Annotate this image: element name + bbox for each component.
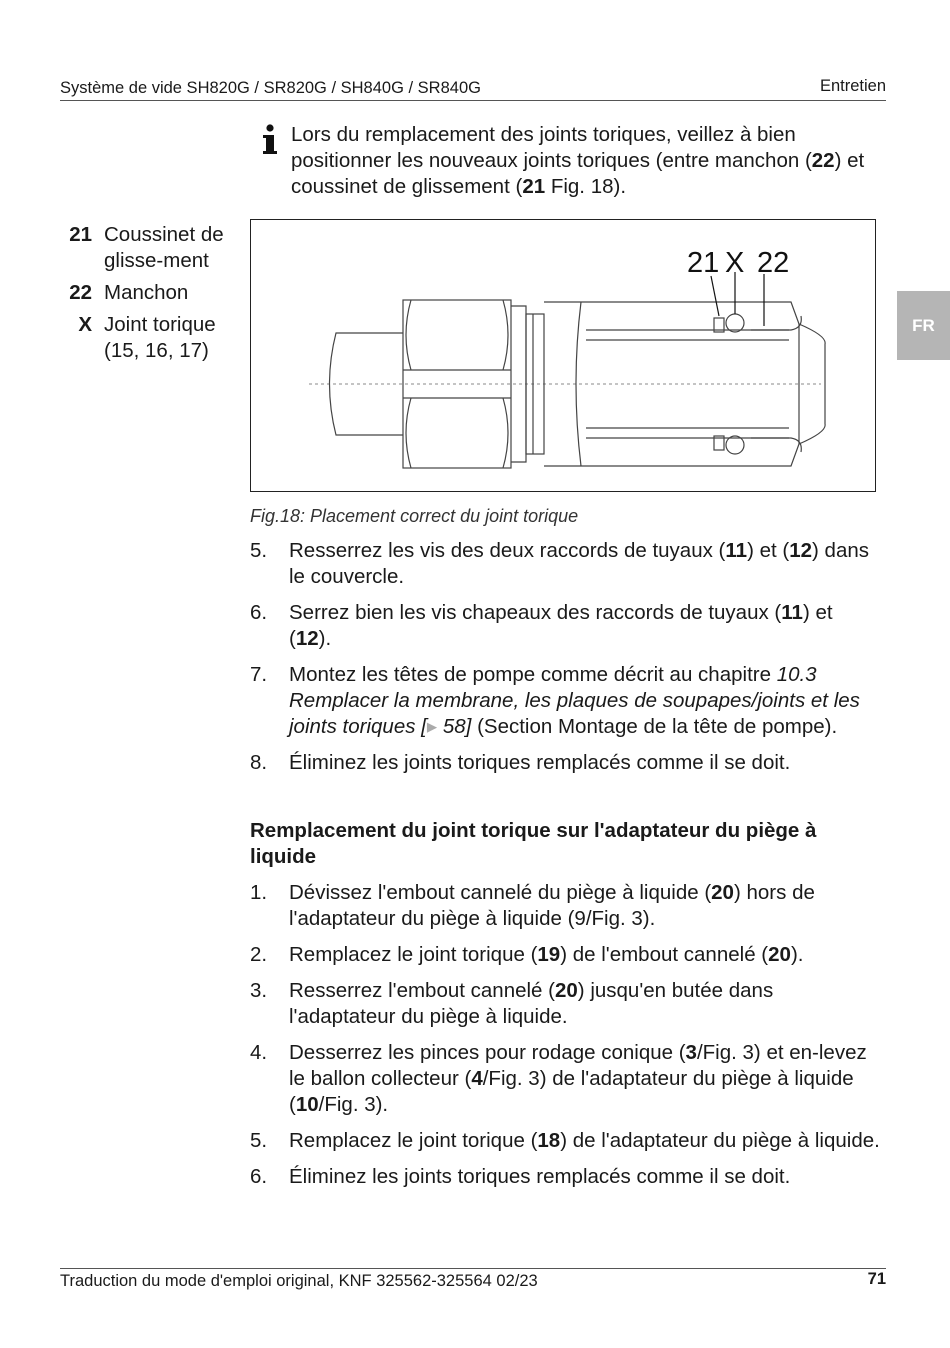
header-title: Système de vide SH820G / SR820G / SH840G / SR840G [60,79,481,97]
legend-text: Joint torique (15, 16, 17) [104,313,216,362]
list-item: 5. Remplacez le joint torique (18) de l'adaptateur du piège à liquide. [250,1129,880,1152]
page-number: 71 [867,1270,886,1288]
list-item: 6. Serrez bien les vis chapeaux des raccords de tuyaux (11) et (12). [250,601,833,650]
steps-list-b [250,880,880,1200]
label-x: X [725,247,745,279]
legend-key: 21 [69,223,92,246]
label-22: 22 [757,247,790,279]
header-rule [60,100,886,101]
list-item: 5. Resserrez les vis des deux raccords de tuyaux (11) et (12) dans le couvercle. [250,539,870,588]
list-item: 2. Remplacez le joint torique (19) de l'embout cannelé (20). [250,943,804,966]
figure-legend [60,222,240,370]
legend-key: 22 [69,281,92,304]
language-tab: FR [897,291,950,360]
header-section: Entretien [819,77,886,95]
footer-text: Traduction du mode d'emploi original, KNF 325562-325564 02/23 [60,1272,538,1290]
info-note: Lors du remplacement des joints toriques, veillez à bien positionner les nouveaux joints toriques (entre manchon (22) et coussinet de glissement (21 Fig. 18). [291,123,865,198]
legend-key: X [78,313,92,336]
figure-18 [250,219,876,492]
list-item: 3. Resserrez l'embout cannelé (20) jusqu'en butée dans l'adaptateur du piège à liquide. [250,979,774,1028]
info-icon [262,124,278,161]
section-heading: Remplacement du joint torique sur l'adaptateur du piège à liquide [250,819,817,868]
list-item: 8. Éliminez les joints toriques remplacés comme il se doit. [250,751,791,774]
list-item: 4. Desserrez les pinces pour rodage conique (3/Fig. 3) et en-levez le ballon collecteur (4/Fig. 3) de l'adaptateur du piège à liquide (10/Fig. 3). [250,1041,867,1116]
list-item: 6. Éliminez les joints toriques remplacés comme il se doit. [250,1165,791,1188]
legend-item [60,280,240,306]
list-item: 1. Dévissez l'embout cannelé du piège à liquide (20) hors de l'adaptateur du piège à liquide (9/Fig. 3). [250,881,815,930]
legend-text: Manchon [104,281,189,304]
chapter-reference-link[interactable]: 10.3 Remplacer la membrane, les plaques de soupapes/joints et les joints toriques [▸ 58] [289,663,860,738]
legend-item [60,222,240,274]
legend-item [60,312,240,364]
footer-rule [60,1268,886,1269]
legend-text: Coussinet de glisse-ment [104,223,224,272]
list-item: 7. Montez les têtes de pompe comme décrit au chapitre 10.3 Remplacer la membrane, les plaques de soupapes/joints et les joints toriques [▸ 58] (Section Montage de la tête de pompe). [250,663,860,738]
steps-list-a [250,538,880,786]
o-ring-drawing [251,220,875,491]
page-ref-arrow-icon: ▸ [426,715,438,738]
label-21: 21 [687,247,720,279]
figure-caption: Fig.18: Placement correct du joint torique [250,506,579,526]
